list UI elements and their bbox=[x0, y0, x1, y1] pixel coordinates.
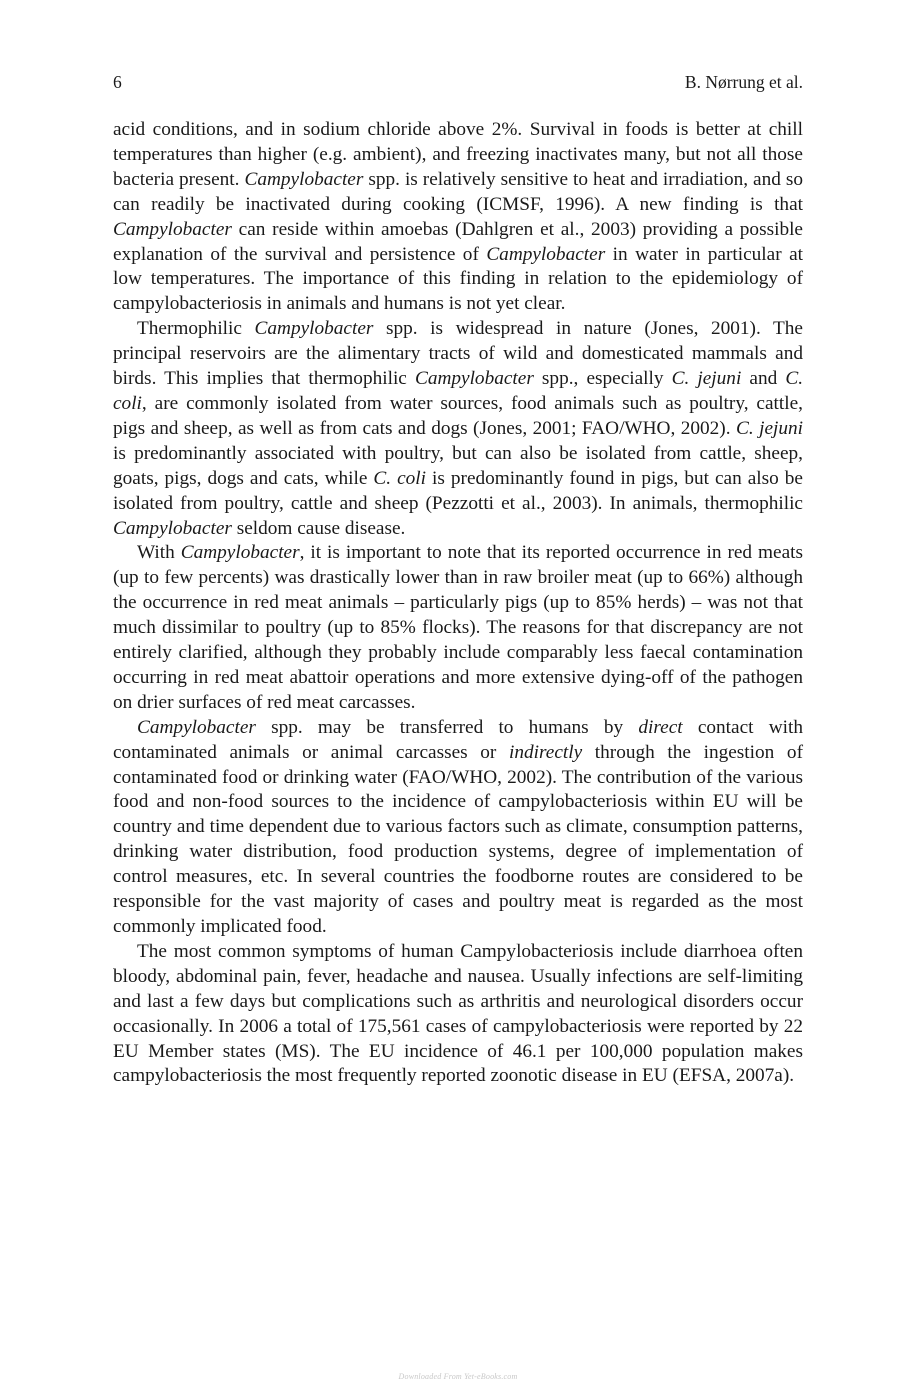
text-run: spp. is widespread in nature (Jones, 2001). The principal reservoirs are the alimentary tracts of wild and domesticated mammals and birds. This implies that thermophilic bbox=[113, 318, 803, 390]
italic-term: C. jejuni bbox=[671, 368, 742, 390]
italic-term: Campylobacter bbox=[113, 218, 232, 240]
italic-term: C. coli bbox=[113, 368, 804, 414]
italic-term: Campylobacter bbox=[244, 168, 364, 190]
text-run: spp. is relatively sensitive to heat and irradiation, and so can readily be inactivated during cooking (ICMSF, 1996). A new finding is that bbox=[113, 168, 803, 215]
text-run: seldom cause disease. bbox=[231, 517, 406, 539]
text-run: through the ingestion of contaminated food or drinking water (FAO/WHO, 2002). The contribution of the various food and non-food sources to the incidence of campylobacteriosis within EU will be country and time dependent due to various factors such as climate, consumption patterns, drinking water distribution, food production systems, degree of implementation of control measures, etc. In several countries the foodborne routes are considered to be responsible for the vast majority of cases and poultry meat is regarded as the most commonly implicated food. bbox=[113, 741, 803, 937]
paragraph bbox=[113, 940, 803, 1089]
text-run: Thermophilic bbox=[137, 318, 255, 340]
text-run: spp., especially bbox=[533, 368, 672, 390]
italic-term: indirectly bbox=[508, 741, 583, 763]
italic-term: Campylobacter bbox=[113, 517, 232, 539]
italic-term: Campylobacter bbox=[414, 368, 534, 390]
text-run: With bbox=[137, 542, 181, 564]
italic-term: Campylobacter bbox=[137, 716, 256, 738]
paragraph bbox=[113, 317, 803, 541]
italic-term: Campylobacter bbox=[180, 542, 300, 564]
italic-term: Campylobacter bbox=[254, 318, 374, 340]
download-watermark: Downloaded From Yet-eBooks.com bbox=[398, 1372, 518, 1381]
italic-term: Campylobacter bbox=[486, 243, 606, 265]
paragraph bbox=[113, 716, 803, 940]
running-header bbox=[113, 72, 803, 94]
text-run: in water in particular at low temperatures. The importance of this finding in relation to the epidemiology of campylobacteriosis in animals and humans is not yet clear. bbox=[113, 243, 803, 315]
text-run: contact with contaminated animals or animal carcasses or bbox=[113, 716, 803, 763]
text-run: is predominantly associated with poultry, but can also be isolated from cattle, sheep, goats, pigs, dogs and cats, while bbox=[113, 442, 803, 489]
italic-term: C. coli bbox=[373, 467, 427, 489]
body-text bbox=[113, 118, 803, 1089]
paragraph bbox=[113, 118, 803, 317]
page-number: 6 bbox=[113, 72, 122, 92]
text-run: is predominantly found in pigs, but can also be isolated from poultry, cattle and sheep (Pezzotti et al., 2003). In animals, thermophilic bbox=[113, 467, 803, 514]
text-run: , are commonly isolated from water sources, food animals such as poultry, cattle, pigs and sheep, as well as from cats and dogs (Jones, 2001; FAO/WHO, 2002). bbox=[113, 392, 803, 439]
text-run: , it is important to note that its reported occurrence in red meats (up to few percents) was drastically lower than in raw broiler meat (up to 66%) although the occurrence in red meat animals – particularly pigs (up to 85% herds) – was not that much dissimilar to poultry (up to 85% flocks). The reasons for that discrepancy are not entirely clarified, although they probably include comparably less faecal contamination occurring in red meat abattoir operations and more extensive dying-off of the pathogen on drier surfaces of red meat carcasses. bbox=[113, 542, 803, 713]
italic-term: direct bbox=[638, 716, 683, 738]
paragraph bbox=[113, 541, 803, 715]
running-head-authors: B. Nørrung et al. bbox=[684, 72, 803, 92]
text-run: spp. may be transferred to humans by bbox=[255, 716, 639, 738]
text-run: can reside within amoebas (Dahlgren et al., 2003) providing a possible explanation of the survival and persistence of bbox=[113, 218, 803, 265]
text-run: and bbox=[741, 368, 786, 390]
italic-term: C. jejuni bbox=[735, 417, 803, 439]
text-run: The most common symptoms of human Campylobacteriosis include diarrhoea often bloody, abdominal pain, fever, headache and nausea. Usually infections are self-limiting and last a few days but complications such as arthritis and neurological disorders occur occasionally. In 2006 a total of 175,561 cases of campylobacteriosis were reported by 22 EU Member states (MS). The EU incidence of 46.1 per 100,000 population makes campylobacteriosis the most frequently reported zoonotic disease in EU (EFSA, 2007a). bbox=[113, 940, 803, 1087]
text-run: acid conditions, and in sodium chloride above 2%. Survival in foods is better at chill temperatures than higher (e.g. ambient), and freezing inactivates many, but not all those bacteria present. bbox=[113, 119, 803, 190]
